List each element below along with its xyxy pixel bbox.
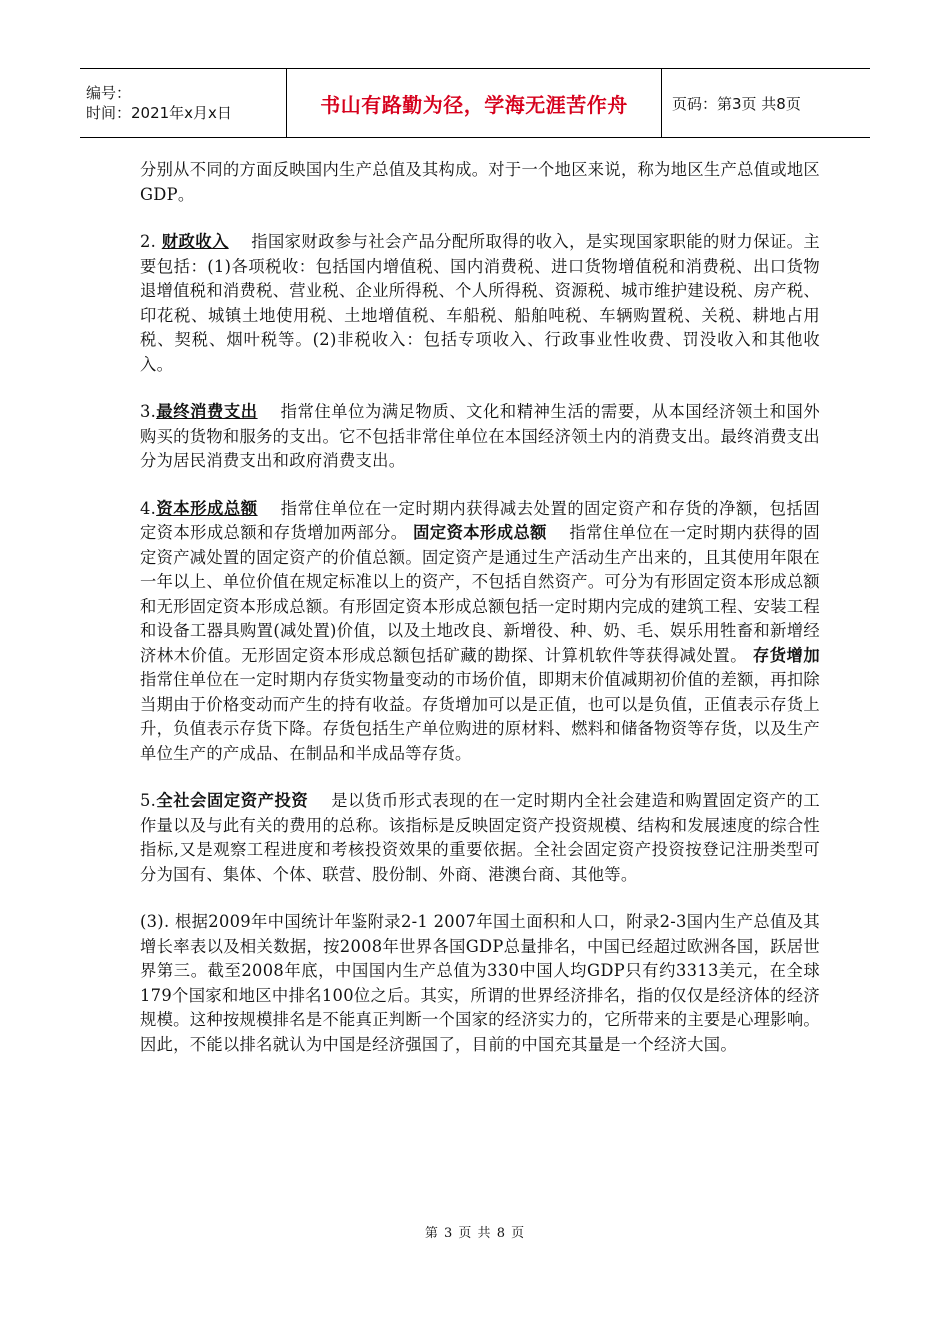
section-number: 3. [140, 402, 157, 421]
section-fiscal-revenue [140, 230, 820, 377]
term-fixed-capital-formation: 固定资本形成总额 [413, 523, 547, 542]
section-number: 2. [140, 232, 162, 251]
document-date-label: 时间：2021年x月x日 [86, 104, 232, 122]
header-page-number: 页码：第3页 共8页 [662, 69, 871, 138]
section-fixed-asset-investment [140, 789, 820, 887]
section-number: 5. [140, 791, 157, 810]
document-body [140, 158, 842, 1080]
section-text: 指常住单位在一定时期内存货实物量变动的市场价值，即期末价值减期初价值的差额，再扣除当期由于价格变动而产生的持有收益。存货增加可以是正值，也可以是负值，正值表示存货上升，负值表示存货下降。存货包括生产单位购进的原材料、燃料和储备物资等存货，以及生产单位生产的产成品、在制品和半成品等存货。 [140, 645, 842, 763]
section-final-consumption [140, 400, 820, 474]
section-text: 指常住单位为满足物质、文化和精神生活的需要，从本国经济领土和国外购买的货物和服务的支出。它不包括非常住单位在本国经济领土内的消费支出。最终消费支出分为居民消费支出和政府消费支出。 [140, 402, 820, 470]
term-fiscal-revenue: 财政收入 [161, 232, 229, 251]
section-text: 指国家财政参与社会产品分配所取得的收入，是实现国家职能的财力保证。主要包括：(1)各项税收：包括国内增值税、国内消费税、进口货物增值税和消费税、出口货物退增值税和消费税、营业税、企业所得税、个人所得税、资源税、城市维护建设税、房产税、印花税、城镇土地使用税、土地增值税、车船税、船舶吨税、车辆购置税、关税、耕地占用税、契税、烟叶税等。(2)非税收入：包括专项收入、行政事业性收费、罚没收入和其他收入。 [140, 232, 821, 374]
term-fixed-asset-investment: 全社会固定资产投资 [156, 791, 309, 810]
intro-paragraph: 分别从不同的方面反映国内生产总值及其构成。对于一个地区来说，称为地区生产总值或地区GDP。 [140, 160, 820, 204]
section-number: 4. [140, 498, 157, 518]
analysis-paragraph: (3). 根据2009年中国统计年鉴附录2-1 2007年国土面积和人口，附录2-3国内生产总值及其增长率表以及相关数据，按2008年世界各国GDP总量排名，中国已经超过欧洲各国，跃居世界第三。截至2008年底，中国国内生产总值为330中国人均GDP只有约3313美元，在全球179个国家和地区中排名100位之后。其实，所谓的世界经济排名，指的仅仅是经济体的经济规模。这种按规模排名是不能真正判断一个国家的经济实力的，它所带来的主要是心理影响。因此，不能以排名就认为中国是经济强国了，目前的中国充其量是一个经济大国。 [140, 912, 820, 1054]
section-text: 指常住单位在一定时期内获得的固定资产减处置的固定资产的价值总额。固定资产是通过生产活动生产出来的，且其使用年限在一年以上、单位价值在规定标准以上的资产，不包括自然资产。可分为有形固定资本形成总额和无形固定资本形成总额。有形固定资本形成总额包括一定时期内完成的建筑工程、安装工程和设备工器具购置(减处置)价值，以及土地改良、新增役、种、奶、毛、娱乐用牲畜和新增经济林木价值。无形固定资本形成总额包括矿藏的勘探、计算机软件等获得减处置。 [140, 523, 820, 665]
page-header [80, 68, 870, 138]
document-number-label: 编号： [86, 84, 132, 102]
section-text: 指常住单位在一定时期内获得减去处置的固定资产和存货的净额，包括固定资本形成总额和存货增加两部分。 [140, 498, 820, 542]
section-capital-formation [140, 497, 842, 767]
term-capital-formation: 资本形成总额 [156, 498, 258, 518]
term-final-consumption: 最终消费支出 [156, 402, 258, 421]
term-inventory-increase: 存货增加 [752, 645, 820, 665]
header-motto: 书山有路勤为径，学海无涯苦作舟 [287, 69, 662, 138]
section-text: 是以货币形式表现的在一定时期内全社会建造和购置固定资产的工作量以及与此有关的费用的总称。该指标是反映固定资产投资规模、结构和发展速度的综合性指标,又是观察工程进度和考核投资效果的重要依据。全社会固定资产投资按登记注册类型可分为国有、集体、个体、联营、股份制、外商、港澳台商、其他等。 [140, 791, 820, 884]
header-meta [80, 69, 287, 138]
page-footer: 第 3 页 共 8 页 [424, 1226, 526, 1241]
